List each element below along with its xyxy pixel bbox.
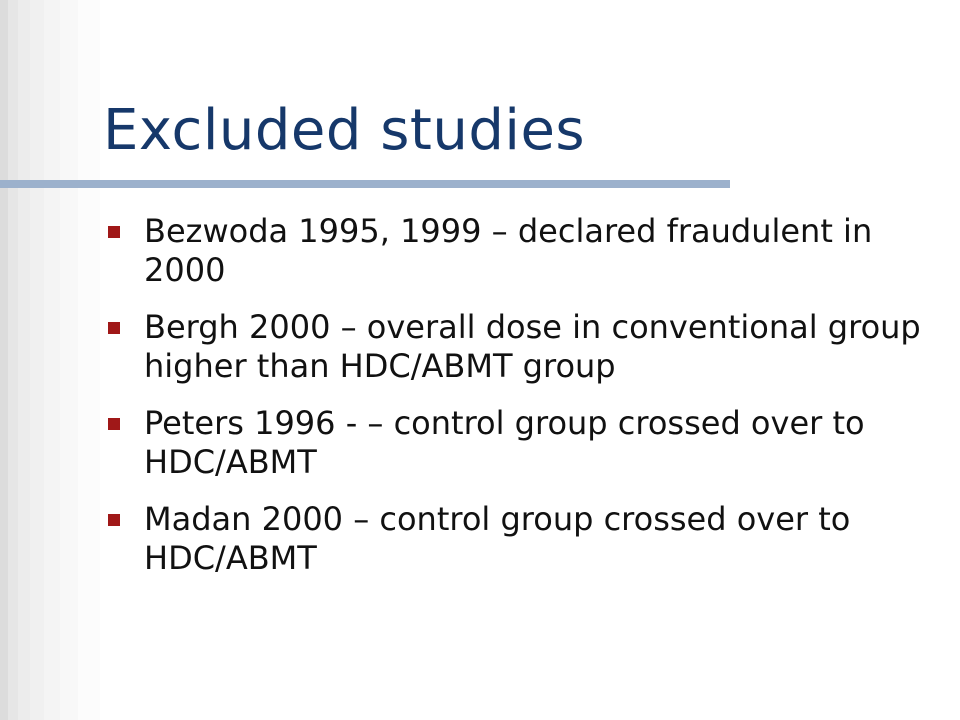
bullet-text: Bezwoda 1995, 1999 – declared fraudulent in 2000 (144, 212, 873, 289)
bullet-text: Madan 2000 – control group crossed over to HDC/ABMT (144, 500, 851, 577)
decorative-stripes (0, 0, 100, 720)
square-bullet-icon (108, 322, 120, 334)
bullet-text: Bergh 2000 – overall dose in conventional group higher than HDC/ABMT group (144, 308, 921, 385)
square-bullet-icon (108, 418, 120, 430)
square-bullet-icon (108, 514, 120, 526)
slide-title: Excluded studies (103, 98, 586, 163)
square-bullet-icon (108, 226, 120, 238)
bullet-item (108, 212, 938, 290)
title-divider (0, 180, 730, 188)
bullet-text: Peters 1996 - – control group crossed over to HDC/ABMT (144, 404, 865, 481)
bullet-list (108, 212, 938, 596)
bullet-item (108, 308, 938, 386)
bullet-item (108, 404, 938, 482)
bullet-item (108, 500, 938, 578)
